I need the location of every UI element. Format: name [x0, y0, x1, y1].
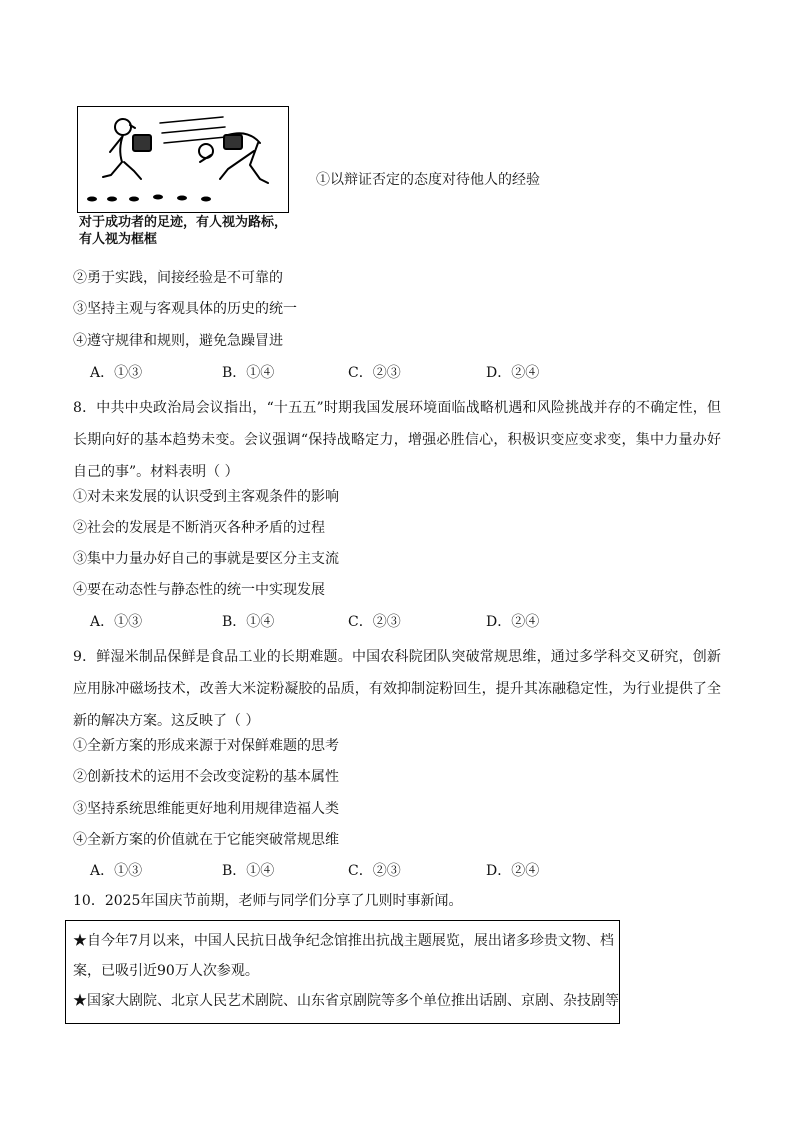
q8-item-3: ③集中力量办好自己的事就是要区分主支流	[73, 551, 339, 567]
q9-stem: 9．鲜湿米制品保鲜是食品工业的长期难题。中国农科院团队突破常规思维，通过多学科交叉研究，创新应用脉冲磁场技术，改善大米淀粉凝胶的品质，有效抑制淀粉回生，提升其冻融稳定性，为行业提供了全新的解决方案。这反映了（ ）	[73, 649, 721, 729]
q8-stem: 8．中共中央政治局会议指出，“十五五”时期我国发展环境面临战略机遇和风险挑战并存的不确定性，但长期向好的基本趋势未变。会议强调“保持战略定力，增强必胜信心，积极识变应变求变，集中力量办好自己的事”。材料表明（ ）	[73, 400, 721, 480]
news-line: 案，已吸引近90万人次参观。	[73, 963, 259, 979]
q8-item-1: ①对未来发展的认识受到主客观条件的影响	[73, 489, 339, 505]
option-c[interactable]: C．②③	[348, 863, 401, 879]
option-a[interactable]: A．①③	[90, 365, 143, 381]
option-b[interactable]: B．①④	[222, 365, 275, 381]
option-a[interactable]: A．①③	[90, 863, 143, 879]
q7-item-3: ③坚持主观与客观具体的历史的统一	[73, 301, 297, 317]
q8-item-2: ②社会的发展是不断消灭各种矛盾的过程	[73, 520, 325, 536]
option-a[interactable]: A．①③	[90, 614, 143, 630]
option-b[interactable]: B．①④	[222, 863, 275, 879]
q7-item-2: ②勇于实践，间接经验是不可靠的	[73, 270, 283, 286]
caption-line: 对于成功者的足迹，有人视为路标，	[79, 215, 288, 230]
cartoon-illustration	[77, 106, 289, 213]
q9-item-2: ②创新技术的运用不会改变淀粉的基本属性	[73, 769, 339, 785]
q9-item-1: ①全新方案的形成来源于对保鲜难题的思考	[73, 738, 339, 754]
q8-item-4: ④要在动态性与静态性的统一中实现发展	[73, 582, 325, 598]
option-b[interactable]: B．①④	[222, 614, 275, 630]
option-d[interactable]: D．②④	[486, 365, 540, 381]
option-c[interactable]: C．②③	[348, 614, 401, 630]
cartoon-caption	[79, 214, 319, 248]
q9-item-3: ③坚持系统思维能更好地利用规律造福人类	[73, 801, 339, 817]
news-line: ★自今年7月以来，中国人民抗日战争纪念馆推出抗战主题展览，展出诸多珍贵文物、档	[73, 933, 614, 949]
q7-item-4: ④遵守规律和规则，避免急躁冒进	[73, 333, 283, 349]
q10-stem: 10．2025年国庆节前期，老师与同学们分享了几则时事新闻。	[73, 893, 463, 909]
caption-line: 有人视为框框	[79, 232, 158, 247]
news-line: ★国家大剧院、北京人民艺术剧院、山东省京剧院等多个单位推出话剧、京剧、杂技剧等	[73, 993, 619, 1009]
cartoon-drawing-icon	[78, 107, 288, 212]
option-d[interactable]: D．②④	[486, 863, 540, 879]
option-c[interactable]: C．②③	[348, 365, 401, 381]
q7-item-1: ①以辩证否定的态度对待他人的经验	[316, 172, 540, 188]
q9-item-4: ④全新方案的价值就在于它能突破常规思维	[73, 832, 339, 848]
news-box	[65, 920, 620, 1024]
option-d[interactable]: D．②④	[486, 614, 540, 630]
